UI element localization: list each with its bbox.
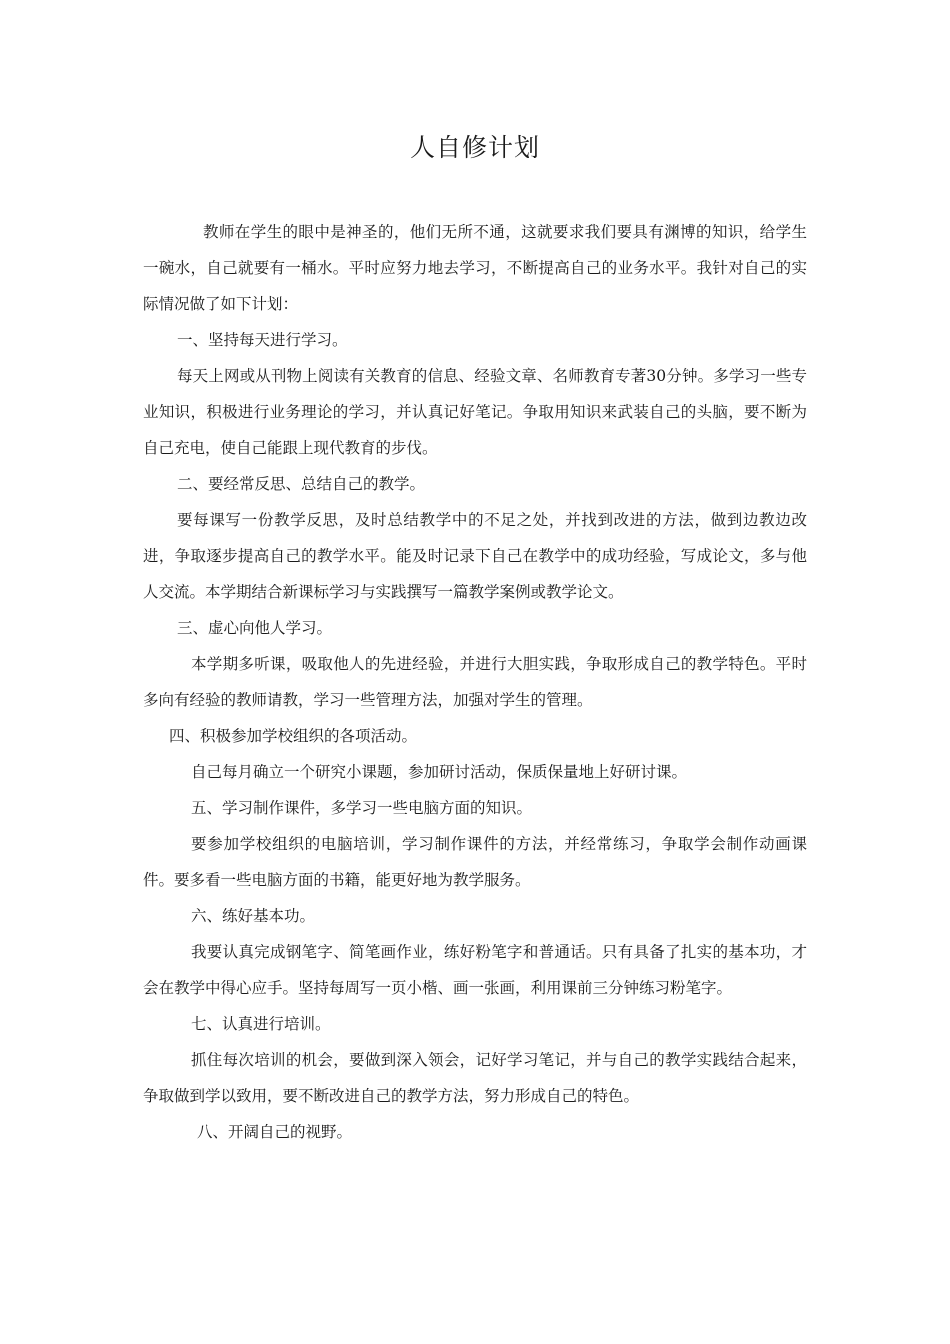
section-heading-4: 四、积极参加学校组织的各项活动。 [169,727,418,745]
section-text-6: 我要认真完成钢笔字、简笔画作业，练好粉笔字和普通话。只有具备了扎实的基本功，才会在教学中得心应手。坚持每周写一页小楷、画一张画，利用课前三分钟练习粉笔字。 [143,943,807,997]
section-heading-2: 二、要经常反思、总结自己的教学。 [177,475,426,493]
section-text-3: 本学期多听课，吸取他人的先进经验，并进行大胆实践，争取形成自己的教学特色。平时多向有经验的教师请教，学习一些管理方法，加强对学生的管理。 [143,655,807,709]
document-title: 人自修计划 [409,133,540,162]
section-heading-6: 六、练好基本功。 [191,907,316,925]
section-text-1: 每天上网或从刊物上阅读有关教育的信息、经验文章、名师教育专著30分钟。多学习一些专业知识，积极进行业务理论的学习，并认真记好笔记。争取用知识来武装自己的头脑，要不断为自己充电，使自己能跟上现代教育的步伐。 [143,367,807,457]
section-text-2: 要每课写一份教学反思，及时总结教学中的不足之处，并找到改进的方法，做到边教边改进，争取逐步提高自己的教学水平。能及时记录下自己在教学中的成功经验，写成论文，多与他人交流。本学期结合新课标学习与实践撰写一篇教学案例或教学论文。 [143,511,807,601]
section-heading-7: 七、认真进行培训。 [191,1015,331,1033]
section-text-7: 抓住每次培训的机会，要做到深入领会，记好学习笔记，并与自己的教学实践结合起来，争取做到学以致用，要不断改进自己的教学方法，努力形成自己的特色。 [143,1051,807,1105]
section-heading-5: 五、学习制作课件，多学习一些电脑方面的知识。 [191,799,533,817]
section-text-4: 自己每月确立一个研究小课题，参加研讨活动，保质保量地上好研讨课。 [191,763,688,781]
section-heading-8: 八、开阔自己的视野。 [197,1123,353,1141]
section-text-5: 要参加学校组织的电脑培训，学习制作课件的方法，并经常练习，争取学会制作动画课件。要多看一些电脑方面的书籍，能更好地为教学服务。 [143,835,807,889]
section-heading-3: 三、虚心向他人学习。 [177,619,333,637]
intro-paragraph: 教师在学生的眼中是神圣的，他们无所不通，这就要求我们要具有渊博的知识，给学生一碗水，自己就要有一桶水。平时应努力地去学习，不断提高自己的业务水平。我针对自己的实际情况做了如下计划： [143,223,807,313]
document-body [143,214,807,1150]
section-heading-1: 一、坚持每天进行学习。 [177,331,348,349]
